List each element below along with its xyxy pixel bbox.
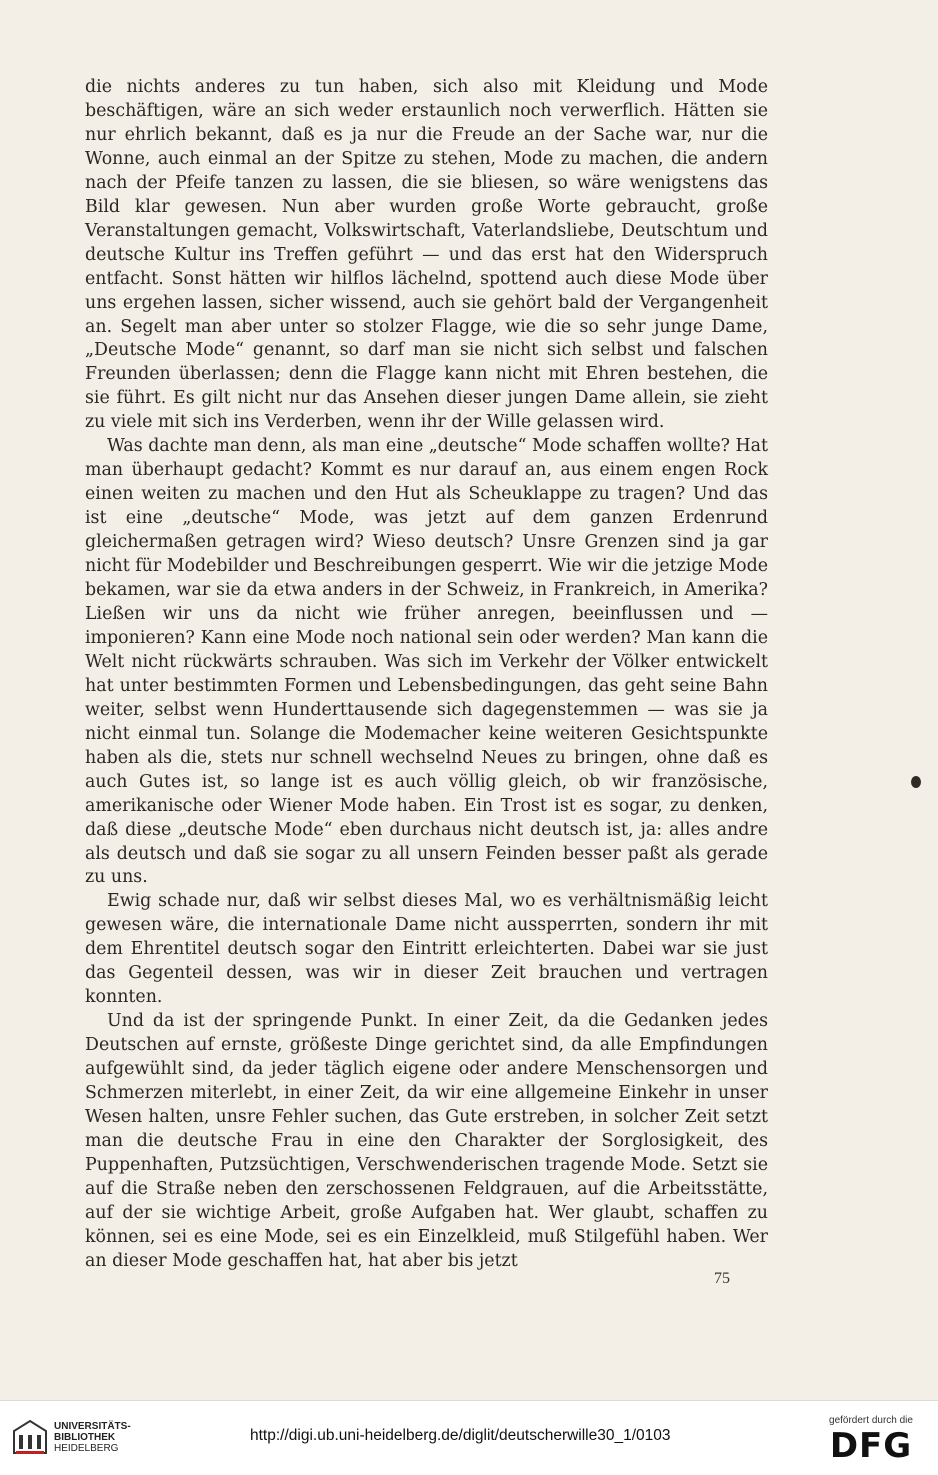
funding-label: gefördert durch die [829,1415,913,1426]
paragraph-3: Ewig schade nur, daß wir selbst dieses Mal, wo es verhältnismäßig leicht gewesen wäre, die internationale Dame nicht aussperrten, sondern ihr mit dem Ehrentitel deutsch sogar den Eintritt erleichterten. Dabei war sie just das Gegenteil dessen, was wir in dieser Zeit brauchen und vertragen konnten. [85,891,768,1008]
university-library-logo-icon [10,1419,50,1459]
paragraph-4: Und da ist der springende Punkt. In einer Zeit, da die Gedanken jedes Deutschen auf ernste, größeste Dinge gerichtet sind, da alle Empfindungen aufgewühlt sind, da jeder täglich eigene oder andere Menschensorgen und Schmerzen miterlebt, in einer Zeit, da wir eine allgemeine Einkehr in unser Wesen halten, unsre Fehler suchen, das Gute erstreben, in solcher Zeit setzt man die deutsche Frau in eine den Charakter der Sorglosigkeit, des Puppenhaften, Putzsüchtigen, Verschwenderischen tragende Mode. Setzt sie auf die Straße neben den zerschossenen Feldgrauen, auf die Arbeitsstätte, auf der sie wichtige Arbeit, große Aufgaben hat. Wer glaubt, schaffen zu können, sei es eine Mode, sei es ein Einzelkleid, muß Stilgefühl haben. Wer an dieser Mode geschaffen hat, hat aber bis jetzt [85,1011,768,1271]
library-name [54,1421,131,1454]
library-line-3: HEIDELBERG [54,1443,119,1454]
page-number: 75 [714,1270,730,1287]
page-body [85,76,768,1274]
paragraph-2: Was dachte man denn, als man eine „deutsche“ Mode schaffen wollte? Hat man überhaupt gedacht? Kommt es nur darauf an, aus einem engen Rock einen weiten zu machen und den Hut als Scheuklappe zu tragen? Und das ist eine „deutsche“ Mode, was jetzt auf dem ganzen Erdenrund gleichermaßen getragen wird? Wieso deutsch? Unsre Grenzen sind ja gar nicht für Modebilder und Beschreibungen gesperrt. Wie wir die jetzige Mode bekamen, war sie da etwa anders in der Schweiz, in Frankreich, in Amerika? Ließen wir uns da nicht wie früher anregen, beeinflussen und — imponieren? Kann eine Mode noch national sein oder werden? Man kann die Welt nicht rückwärts schrauben. Was sich im Verkehr der Völker entwickelt hat unter bestimmten Formen und Lebensbedingungen, das geht seine Bahn weiter, selbst wenn Hunderttausende sich dagegenstemmen — was sie ja nicht einmal tun. Solange die Modemacher keine weiteren Gesichtspunkte haben als die, stets nur schnell wechselnd Neues zu bringen, ohne daß es auch Gutes ist, so lange ist es auch völlig gleich, ob wir französische, amerikanische oder Wiener Mode haben. Ein Trost ist es sogar, zu denken, daß diese „deutsche Mode“ eben durchaus nicht deutsch ist, ja: alles andre als deutsch und daß sie sogar zu all unsern Feinden besser paßt als gerade zu uns. [85,436,769,888]
dfg-funding [815,1415,927,1466]
library-line-1: UNIVERSITÄTS- [54,1421,131,1432]
dfg-logo: DFG [829,1426,913,1466]
source-url[interactable]: http://digi.ub.uni-heidelberg.de/diglit/deutscherwille30_1/0103 [250,1427,671,1444]
library-line-2: BIBLIOTHEK [54,1432,116,1443]
paragraph-1: die nichts anderes zu tun haben, sich also mit Kleidung und Mode beschäftigen, wäre an sich weder erstaunlich noch verwerflich. Hätten sie nur ehrlich bekannt, daß es ja nur die Freude an der Sache war, nur die Wonne, auch einmal an der Spitze zu stehen, Mode zu machen, die andern nach der Pfeife tanzen zu lassen, die sie bliesen, so wäre wenigstens das Bild klar gewesen. Nun aber wurden große Worte gebraucht, große Veranstaltungen gemacht, Volkswirtschaft, Vaterlandsliebe, Deutschtum und deutsche Kultur ins Treffen geführt — und das erst hat den Widerspruch entfacht. Sonst hätten wir hilflos lächelnd, spottend auch diese Mode über uns ergehen lassen, sicher wissend, auch sie gehört bald der Vergangenheit an. Segelt man aber unter so stolzer Flagge, wie die so sehr junge Dame, „Deutsche Mode“ genannt, so darf man sie nicht sich selbst und falschen Freunden überlassen; denn die Flagge kann nicht mit Ehren bestehen, die sie führt. Es gilt nicht nur das Ansehen dieser jungen Dame allein, sie zieht zu viele mit sich ins Verderben, wenn ihr der Wille gelassen wird. [85,77,768,433]
ink-spot [911,776,921,788]
footer-bar [0,1400,938,1475]
